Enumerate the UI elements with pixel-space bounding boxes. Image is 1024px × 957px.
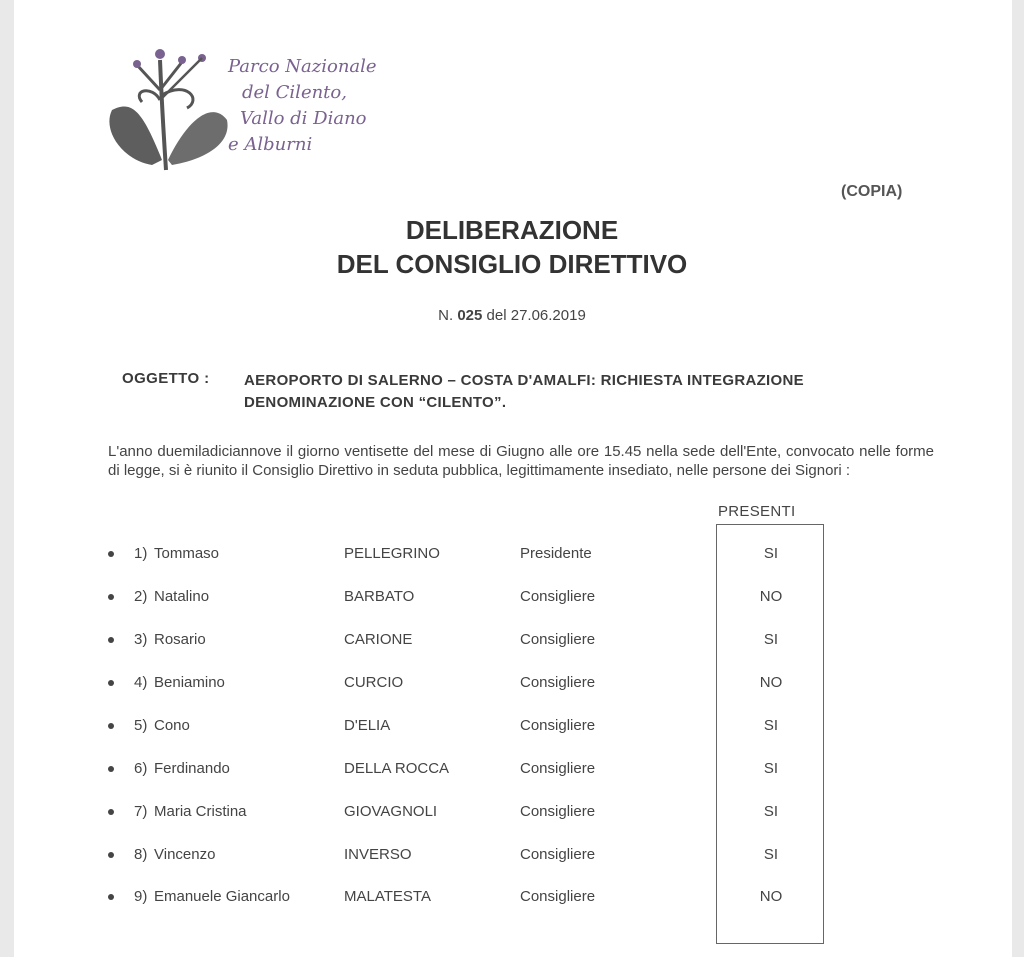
logo-text <box>228 54 377 158</box>
member-present: NO <box>759 588 783 605</box>
member-index: 9) <box>134 888 148 905</box>
document-title <box>0 213 1024 281</box>
member-index: 2) <box>134 588 148 605</box>
bullet-icon <box>108 551 114 557</box>
member-first-name: Emanuele Giancarlo <box>154 888 290 905</box>
member-first-name: Natalino <box>154 588 210 605</box>
member-role: Consigliere <box>520 760 596 777</box>
subject-text: AEROPORTO DI SALERNO – COSTA D'AMALFI: RICHIESTA INTEGRAZIONE DENOMINAZIONE CON “CILENTO”. <box>244 372 804 411</box>
bullet-icon <box>108 723 114 729</box>
member-present: SI <box>763 631 779 648</box>
member-last-name: INVERSO <box>344 846 412 863</box>
member-present: SI <box>763 803 779 820</box>
member-row <box>0 760 1024 784</box>
member-first-name: Tommaso <box>154 545 220 562</box>
member-role: Consigliere <box>520 588 596 605</box>
member-present: SI <box>763 717 779 734</box>
member-row <box>0 674 1024 698</box>
bullet-icon <box>108 852 114 858</box>
member-index: 8) <box>134 846 148 863</box>
member-role: Consigliere <box>520 846 596 863</box>
logo-text-line: del Cilento, <box>242 82 347 103</box>
member-present: NO <box>759 888 783 905</box>
member-row <box>0 631 1024 655</box>
member-last-name: DELLA ROCCA <box>344 760 450 777</box>
member-role: Consigliere <box>520 888 596 905</box>
member-index: 6) <box>134 760 148 777</box>
member-role: Consigliere <box>520 803 596 820</box>
copy-mark: (COPIA) <box>841 183 903 200</box>
member-first-name: Ferdinando <box>154 760 230 777</box>
member-present: SI <box>763 545 779 562</box>
logo-text-line: Vallo di Diano <box>240 108 367 129</box>
bullet-icon <box>108 594 114 600</box>
logo-text-line: Parco Nazionale <box>228 56 377 77</box>
member-role: Consigliere <box>520 631 596 648</box>
member-index: 1) <box>134 545 148 562</box>
member-present: SI <box>763 846 779 863</box>
member-row <box>0 888 1024 912</box>
bullet-icon <box>108 766 114 772</box>
member-last-name: GIOVAGNOLI <box>344 803 438 820</box>
intro-paragraph: L'anno duemiladiciannove il giorno ventisette del mese di Giugno alle ore 15.45 nella sede dell'Ente, convocato nelle forme di legge, si è riunito il Consiglio Direttivo in seduta pubblica, legittimamente insediato, nelle persone dei Signori : <box>108 443 934 479</box>
member-row <box>0 803 1024 827</box>
member-row <box>0 588 1024 612</box>
member-row <box>0 846 1024 870</box>
bullet-icon <box>108 894 114 900</box>
title-line-2: DEL CONSIGLIO DIRETTIVO <box>336 249 688 279</box>
bullet-icon <box>108 680 114 686</box>
member-index: 3) <box>134 631 148 648</box>
member-row <box>0 545 1024 569</box>
member-index: 5) <box>134 717 148 734</box>
member-role: Consigliere <box>520 674 596 691</box>
member-row <box>0 717 1024 741</box>
member-present: NO <box>759 674 783 691</box>
member-first-name: Cono <box>154 717 190 734</box>
logo-text-line: e Alburni <box>228 134 313 155</box>
number-value: 025 <box>457 307 483 324</box>
member-last-name: BARBATO <box>344 588 415 605</box>
member-last-name: MALATESTA <box>344 888 431 905</box>
member-role: Presidente <box>520 545 592 562</box>
member-index: 4) <box>134 674 148 691</box>
number-prefix: N. <box>438 307 454 324</box>
presenti-header: PRESENTI <box>718 503 796 520</box>
member-last-name: PELLEGRINO <box>344 545 440 562</box>
member-first-name: Rosario <box>154 631 206 648</box>
member-first-name: Beniamino <box>154 674 225 691</box>
member-last-name: CURCIO <box>344 674 404 691</box>
member-last-name: D'ELIA <box>344 717 391 734</box>
member-present: SI <box>763 760 779 777</box>
member-role: Consigliere <box>520 717 596 734</box>
member-index: 7) <box>134 803 148 820</box>
number-date: del 27.06.2019 <box>486 307 586 324</box>
member-first-name: Maria Cristina <box>154 803 247 820</box>
bullet-icon <box>108 809 114 815</box>
member-first-name: Vincenzo <box>154 846 216 863</box>
subject-label: OGGETTO : <box>122 370 210 387</box>
member-last-name: CARIONE <box>344 631 413 648</box>
title-line-1: DELIBERAZIONE <box>405 215 619 245</box>
deliberation-number <box>0 307 1024 324</box>
bullet-icon <box>108 637 114 643</box>
